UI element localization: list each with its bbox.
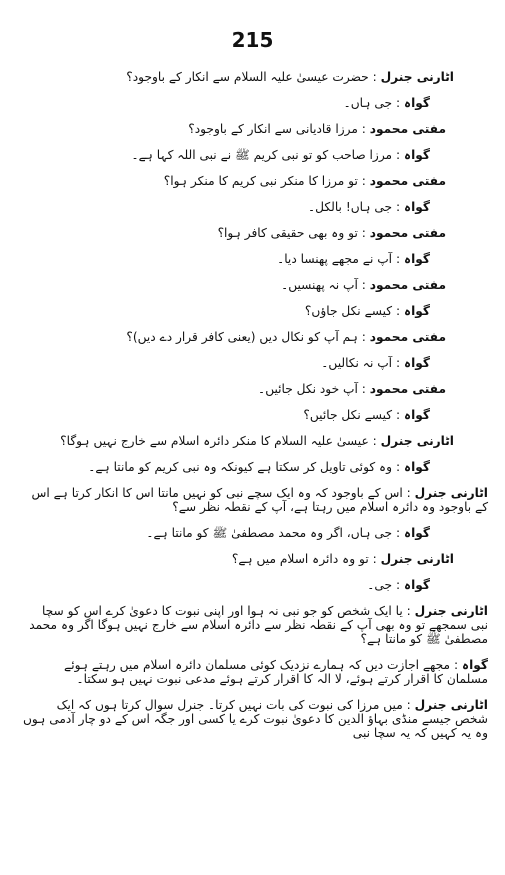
utterance-text: : آپ نہ نکالیں۔: [321, 356, 401, 370]
utterance-text: : حضرت عیسیٰ علیہ السلام سے انکار کے باوجود؟: [126, 70, 377, 84]
speaker-name: مفتی محمود: [369, 330, 446, 344]
utterance-text: : تو وہ دائرہ اسلام میں ہے؟: [231, 552, 377, 566]
transcript-line: [22, 148, 488, 174]
utterance-text: : یا ایک شخص کو جو نبی نہ ہوا اور اپنی نبوت کا دعویٰ کرے اس کو سچا نبی سمجھے تو وہ بھی آپ کے نقطہ نظر سے دائرہ اسلام سے خارج نہیں ہوگا اگر وہ محمد مصطفیٰ ﷺ کو مانتا ہے؟: [29, 604, 488, 646]
speaker-name: گواہ: [403, 526, 430, 540]
speaker-name: گواہ: [403, 356, 430, 370]
utterance-text: : جی ہاں! بالکل۔: [308, 200, 401, 214]
transcript-line: [22, 122, 488, 148]
utterance-text: : میں مرزا کی نبوت کی بات نہیں کرتا۔ جنرل سوال کرتا ہوں کہ ایک شخص جیسے منڈی بہاؤ الدین کا دعویٰ نبوت کرے یا کسی اور جگہ اس کے دو چار آدمی ہوں وہ یہ کہیں کہ یہ سچا نبی: [22, 698, 488, 740]
utterance-text: : مرزا قادیانی سے انکار کے باوجود؟: [188, 122, 366, 136]
speaker-name: گواہ: [403, 252, 430, 266]
transcript-line: [22, 658, 488, 698]
utterance-text: : مجھے اجازت دیں کہ ہمارے نزدیک کوئی مسلمان دائرہ اسلام میں رہتے ہوئے مسلمان کا اقرار کرتے ہوئے، لا الہ کا اقرار کرتے ہوئے مدعی نبوت نہیں ہو سکتا۔: [64, 658, 488, 686]
utterance-text: : آپ نے مجھے پھنسا دیا۔: [277, 252, 401, 266]
speaker-name: مفتی محمود: [369, 122, 446, 136]
utterance-text: : عیسیٰ علیہ السلام کا منکر دائرہ اسلام سے خارج نہیں ہوگا؟: [60, 434, 377, 448]
speaker-name: مفتی محمود: [369, 278, 446, 292]
transcript-line: [22, 408, 488, 434]
speaker-name: گواہ: [403, 148, 430, 162]
speaker-name: گواہ: [403, 578, 430, 592]
utterance-text: : ہم آپ کو نکال دیں (یعنی کافر قرار دے دیں)؟: [126, 330, 366, 344]
speaker-name: اٹارنی جنرل: [414, 698, 488, 712]
speaker-name: گواہ: [461, 658, 488, 672]
speaker-name: اٹارنی جنرل: [414, 604, 488, 618]
transcript-line: [22, 304, 488, 330]
transcript-line: [22, 526, 488, 552]
speaker-name: مفتی محمود: [369, 174, 446, 188]
transcript-line: [22, 96, 488, 122]
speaker-name: مفتی محمود: [369, 226, 446, 240]
transcript-line: [22, 434, 488, 460]
utterance-text: : تو وہ بھی حقیقی کافر ہوا؟: [217, 226, 366, 240]
transcript-line: [22, 278, 488, 304]
utterance-text: : وہ کوئی تاویل کر سکتا ہے کیونکہ وہ نبی کریم کو مانتا ہے۔: [88, 460, 401, 474]
utterance-text: : جی ہاں۔: [343, 96, 401, 110]
speaker-name: اٹارنی جنرل: [380, 552, 454, 566]
transcript-line: [22, 382, 488, 408]
utterance-text: : تو مرزا کا منکر نبی کریم کا منکر ہوا؟: [163, 174, 366, 188]
utterance-text: : اس کے باوجود کہ وہ ایک سچے نبی کو نہیں مانتا اس کا انکار کرتا ہے اس کے باوجود وہ دائرہ اسلام میں رہتا ہے، آپ کے نقطہ نظر سے؟: [31, 486, 488, 514]
transcript-line: [22, 356, 488, 382]
transcript-line: [22, 552, 488, 578]
transcript-line: [22, 70, 488, 96]
transcript: [22, 70, 488, 752]
speaker-name: اٹارنی جنرل: [380, 434, 454, 448]
speaker-name: گواہ: [403, 200, 430, 214]
page-number: 215: [231, 28, 274, 52]
transcript-line: [22, 460, 488, 486]
transcript-line: [22, 200, 488, 226]
speaker-name: گواہ: [403, 460, 430, 474]
transcript-line: [22, 698, 488, 752]
transcript-line: [22, 486, 488, 526]
utterance-text: : کیسے نکل جاؤں؟: [304, 304, 401, 318]
speaker-name: اٹارنی جنرل: [380, 70, 454, 84]
utterance-text: : مرزا صاحب کو تو نبی کریم ﷺ نے نبی اللہ کہا ہے۔: [131, 148, 401, 162]
transcript-line: [22, 252, 488, 278]
transcript-line: [22, 226, 488, 252]
utterance-text: : جی ہاں، اگر وہ محمد مصطفیٰ ﷺ کو مانتا ہے۔: [146, 526, 401, 540]
speaker-name: اٹارنی جنرل: [414, 486, 488, 500]
transcript-line: [22, 174, 488, 200]
speaker-name: گواہ: [403, 304, 430, 318]
transcript-line: [22, 604, 488, 658]
utterance-text: : جی۔: [367, 578, 401, 592]
speaker-name: مفتی محمود: [369, 382, 446, 396]
transcript-line: [22, 330, 488, 356]
transcript-line: [22, 578, 488, 604]
speaker-name: گواہ: [403, 408, 430, 422]
utterance-text: : آپ نہ پھنسیں۔: [281, 278, 366, 292]
speaker-name: گواہ: [403, 96, 430, 110]
utterance-text: : کیسے نکل جائیں؟: [303, 408, 401, 422]
utterance-text: : آپ خود نکل جائیں۔: [258, 382, 366, 396]
